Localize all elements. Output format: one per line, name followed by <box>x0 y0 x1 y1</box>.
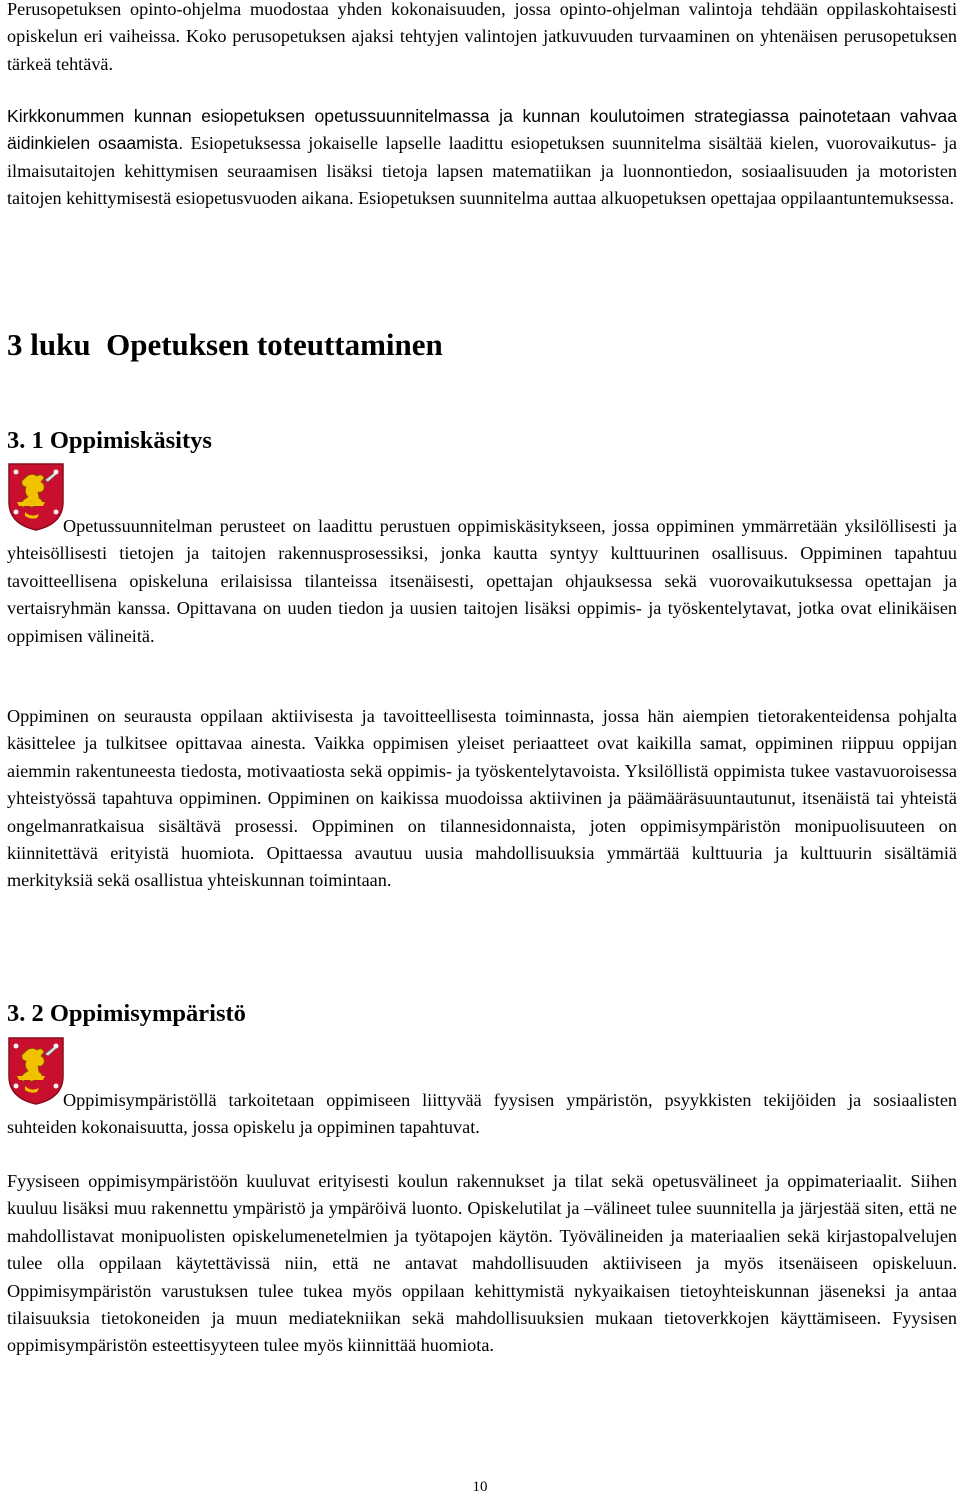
paragraph-text <box>7 103 957 213</box>
paragraph-text: Fyysiseen oppimisympäristöön kuuluvat erityisesti koulun rakennukset ja tilat sekä opetusvälineet ja oppimateriaalit. Siihen kuuluu lisäksi muu rakennettu ympäristö ja ympäröivä luonto. Opiskelutilat ja –välineet tulee suunnitella ja järjestää siten, että ne mahdollistavat monipuolisten opiskelumenetelmien ja työtapojen käytön. Työvälineiden ja materiaalien sekä kirjastopalvelujen tulee olla oppilaan käytettävissä niin, että ne antavat mahdollisuuden aktiiviseen ja myös itsenäiseen opiskeluun. Oppimisympäristön varustuksen tulee tukea myös oppilaan kehittymistä nykyaikaisen tietoyhteiskunnan jäseneksi ja antaa tilaisuuksia tietokoneiden ja muun mediatekniikan sekä mahdollisuuksien mukaan tietoverkkojen käyttämiseen. Fyysisen oppimisympäristön esteettisyyteen tulee myös kiinnittää huomiota. <box>7 1171 957 1356</box>
chapter-title: 3 luku Opetuksen toteuttaminen <box>7 327 443 362</box>
paragraph-text: Oppimisympäristöllä tarkoitetaan oppimiseen liittyvää fyysisen ympäristön, psyykkisten tekijöiden ja sosiaalisten suhteiden kokonaisuutta, jossa opiskelu ja oppiminen tapahtuvat. <box>7 1090 957 1138</box>
paragraph-text: Oppiminen on seurausta oppilaan aktiivisesta ja tavoitteellisesta toiminnasta, jossa hän aiempien tietorakenteidensa pohjalta käsittelee ja tulkitsee opittavaa ainesta. Vaikka oppimisen yleiset periaatteet ovat kaikilla samat, oppiminen riippuu oppijan aiemmin rakentuneesta tiedosta, motivaatiosta sekä oppimis- ja työskentelytavoista. Yksilöllistä oppimista tukee vastavuoroisessa yhteistyössä tapahtuva oppiminen. Oppiminen on kaikissa muodoissa aktiivinen ja päämääräsuuntautunut, itsenäistä tai yhteistä ongelmanratkaisua sisältävä prosessi. Oppiminen on tilannesidonnaista, joten oppimisympäristön monipuolisuuteen on kiinnitettävä erityistä huomiota. Opittaessa avautuu uusia mahdollisuuksia ymmärtää kulttuuria ja kulttuurin sisältämiä merkityksiä sekä osallistua yhteiskunnan toimintaan. <box>7 706 957 891</box>
paragraph-oppimiskasitys-1 <box>7 513 957 650</box>
section-title: 3. 1 Oppimiskäsitys <box>7 427 212 454</box>
sans-text-run: Kirkkonummen kunnan esiopetuksen opetussuunnitelmassa ja kunnan koulutoimen strategiassa painotetaan vahvaa äidinkielen osaamista. <box>7 106 957 154</box>
paragraph-opinto-ohjelma <box>7 0 957 78</box>
paragraph-esiopetus <box>7 103 957 213</box>
paragraph-oppimiskasitys-2 <box>7 703 957 895</box>
serif-text-run: Esiopetuksessa jokaiselle lapselle laadittu esiopetuksen suunnitelma sisältää kielen, vuorovaikutus- ja ilmaisutaitojen kehittymisen seuraamisen lisäksi tietoja lapsen matematiikan ja luonnontiedon, sosiaalisuuden ja motoristen taitojen kehittymisestä esiopetusvuoden aikana. Esiopetuksen suunnitelma auttaa alkuopetuksen opettajaa oppilaantuntemuksessa. <box>7 133 957 209</box>
section-heading-3-2 <box>7 999 957 1029</box>
chapter-heading <box>7 327 957 363</box>
section-heading-3-1 <box>7 426 957 456</box>
paragraph-text: Opetussuunnitelman perusteet on laadittu perustuen oppimiskäsitykseen, jossa oppiminen ymmärretään yksilöllisesti ja yhteisöllisesti tietojen ja taitojen rakennusprosessiksi, jonka kautta syntyy kulttuurinen osallisuus. Oppiminen tapahtuu tavoitteellisena opiskeluna erilaisissa tilanteissa itsenäisesti, opettajan ohjauksessa sekä vuorovaikutuksessa opettajan ja vertaisryhmän kanssa. Opittavana on uuden tiedon ja uusien taitojen lisäksi oppimis- ja työskentelytavat, jotka ovat elinikäisen oppimisen välineitä. <box>7 516 957 646</box>
paragraph-oppimisymparisto-1 <box>7 1087 957 1142</box>
paragraph-oppimisymparisto-2 <box>7 1168 957 1360</box>
paragraph-text: Perusopetuksen opinto-ohjelma muodostaa yhden kokonaisuuden, jossa opinto-ohjelman valintoja tehdään oppilaskohtaisesti opiskelun eri vaiheissa. Koko perusopetuksen ajaksi tehtyjen valintojen jatkuvuuden turvaaminen on yhtenäisen perusopetuksen tärkeä tehtävä. <box>7 0 957 74</box>
section-title: 3. 2 Oppimisympäristö <box>7 1000 246 1027</box>
page-number: 10 <box>472 1479 488 1495</box>
